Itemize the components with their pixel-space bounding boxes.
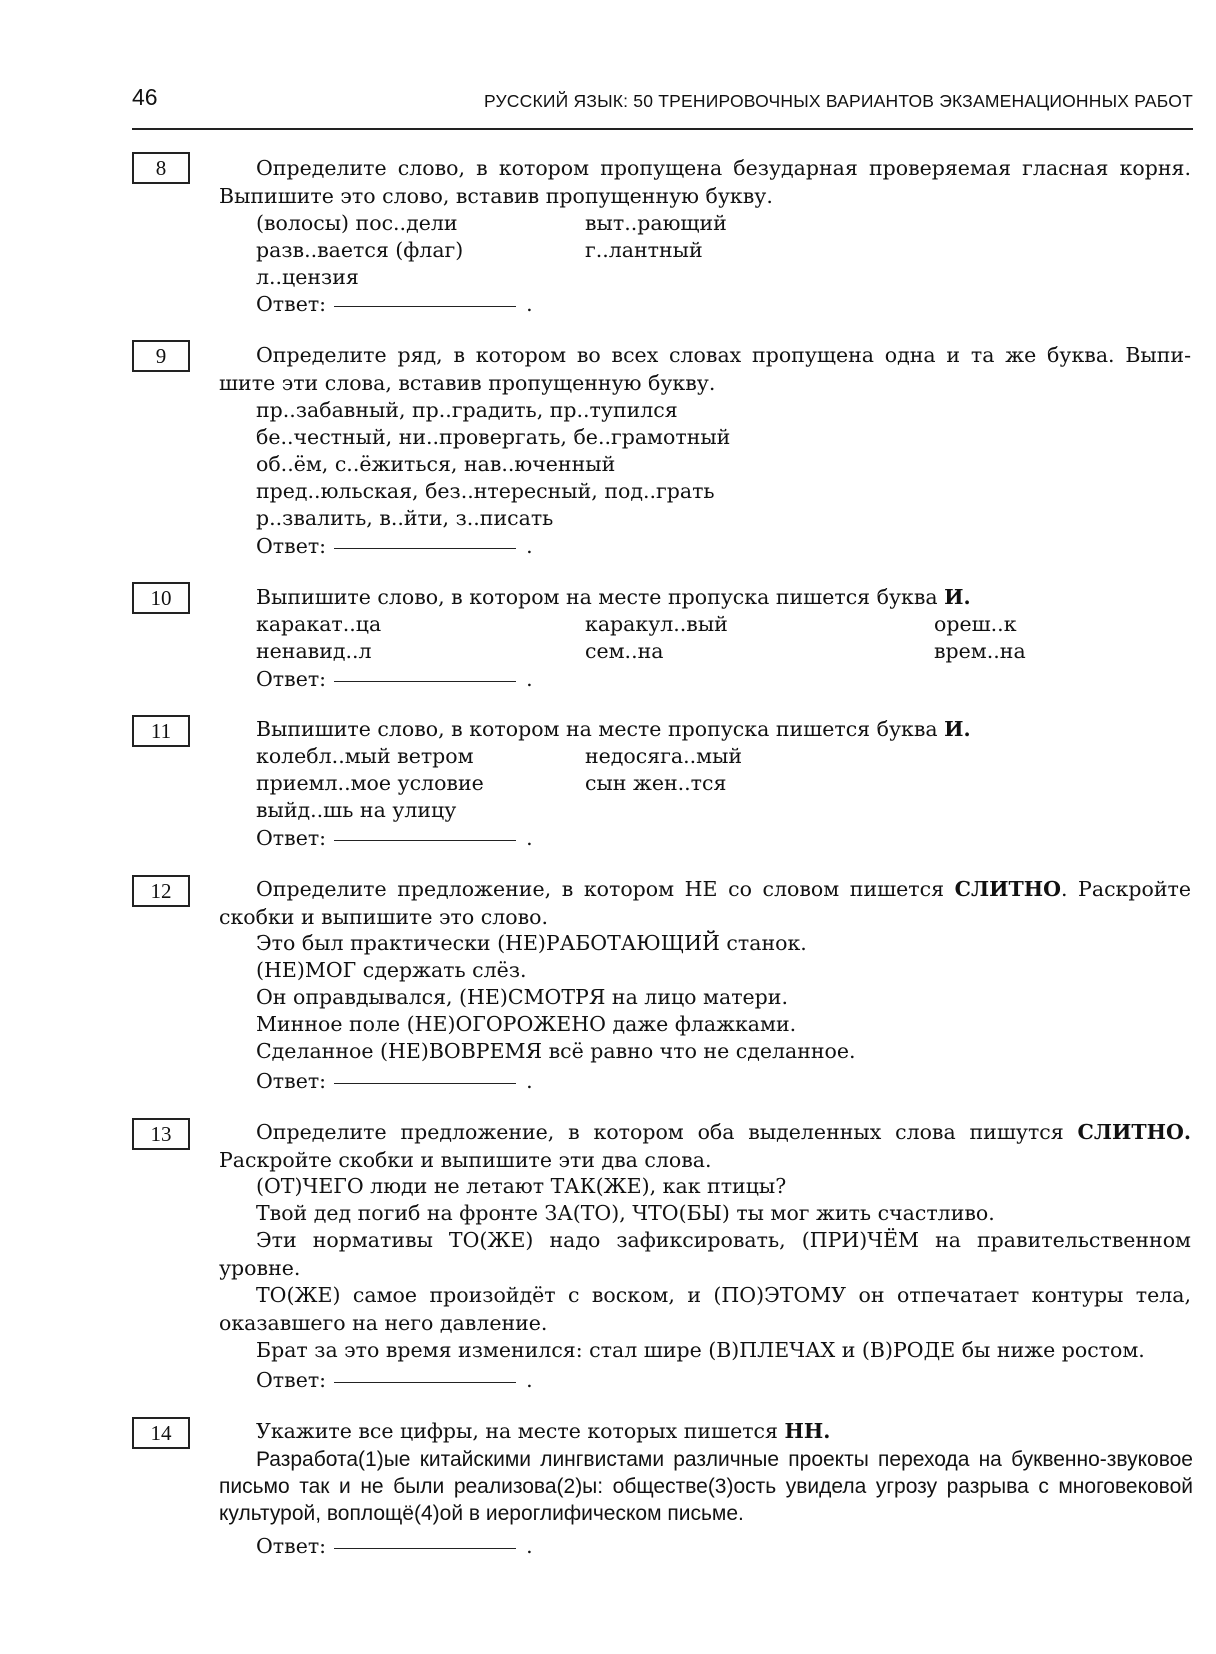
- word-row: об..ём, с..ёжиться, нав..юченный: [256, 452, 616, 476]
- sentence-option: Эти нормативы ТО(ЖЕ) надо зафиксировать, (ПРИ)ЧЁМ на правительственном уровне.: [219, 1228, 1191, 1280]
- word-option: выйд..шь на улицу: [256, 798, 457, 822]
- task-prompt: Выпишите слово, в котором на месте пропуска пишется буква И.: [256, 717, 971, 741]
- answer-blank[interactable]: [334, 1083, 516, 1084]
- task-number-box: 10: [132, 582, 190, 614]
- answer-blank[interactable]: [334, 681, 516, 682]
- word-option: колебл..мый ветром: [256, 744, 474, 768]
- sentence-option: (ОТ)ЧЕГО люди не летают ТАК(ЖЕ), как птицы?: [256, 1174, 787, 1198]
- task-prompt: Выпишите слово, в котором на месте пропуска пишется буква И.: [256, 585, 971, 609]
- word-option: (волосы) пос..дели: [256, 211, 458, 235]
- answer-line[interactable]: Ответ: .: [256, 292, 533, 316]
- task-number-box: 12: [132, 875, 190, 907]
- answer-blank[interactable]: [334, 306, 516, 307]
- word-row: пр..забавный, пр..градить, пр..тупился: [256, 398, 678, 422]
- word-option: г..лантный: [585, 238, 703, 262]
- sentence-option: Это был практически (НЕ)РАБОТАЮЩИЙ станок.: [256, 931, 807, 955]
- task-number-box: 9: [132, 340, 190, 372]
- sentence-option: Он оправдывался, (НЕ)СМОТРЯ на лицо матери.: [256, 985, 788, 1009]
- word-option: каракат..ца: [256, 612, 382, 636]
- answer-blank[interactable]: [334, 840, 516, 841]
- sentence-option: ТО(ЖЕ) самое произойдёт с воском, и (ПО)ЭТОМУ он отпечатает контуры тела, оказавшего на него давление.: [219, 1283, 1191, 1335]
- task-number-box: 13: [132, 1118, 190, 1150]
- answer-line[interactable]: Ответ: .: [256, 1069, 533, 1093]
- answer-line[interactable]: Ответ: .: [256, 1534, 533, 1558]
- answer-blank[interactable]: [334, 1548, 516, 1549]
- task-prompt: Укажите все цифры, на месте которых пишется НН.: [256, 1419, 831, 1443]
- word-row: пред..юльская, без..нтересный, под..грать: [256, 479, 715, 503]
- answer-line[interactable]: Ответ: .: [256, 1368, 533, 1392]
- answer-blank[interactable]: [334, 1382, 516, 1383]
- word-option: приемл..мое условие: [256, 771, 484, 795]
- word-option: каракул..вый: [585, 612, 728, 636]
- sentence-option: Сделанное (НЕ)ВОВРЕМЯ всё равно что не сделанное.: [256, 1039, 856, 1063]
- word-option: сем..на: [585, 639, 664, 663]
- task-prompt: Определите предложение, в котором оба выделенных слова пишутся СЛИТНО. Раскройте скобки и выпишите эти два слова.: [219, 1120, 1191, 1172]
- task-text: Разработа(1)ые китайскими лингвистами различные проекты перехода на буквенно-звуковое письмо так и не были реализова(2)ы: обществе(3)ость увидела угрозу разрыва с многовековой культурой, воплощё(4)ой в иероглифическом письме.: [219, 1448, 1193, 1525]
- answer-blank[interactable]: [334, 548, 516, 549]
- word-option: сын жен..тся: [585, 771, 727, 795]
- sentence-option: (НЕ)МОГ сдержать слёз.: [256, 958, 527, 982]
- task-number-box: 8: [132, 152, 190, 184]
- task-prompt: Определите слово, в котором пропущена безударная проверяемая гласная корня. Выпишите это слово, вставив пропущенную букву.: [219, 156, 1191, 208]
- page-number: 46: [132, 84, 158, 110]
- answer-line[interactable]: Ответ: .: [256, 534, 533, 558]
- sentence-option: Минное поле (НЕ)ОГОРОЖЕНО даже флажками.: [256, 1012, 797, 1036]
- word-option: разв..вается (флаг): [256, 238, 464, 262]
- word-option: л..цензия: [256, 265, 359, 289]
- sentence-option: Твой дед погиб на фронте ЗА(ТО), ЧТО(БЫ) ты мог жить счастливо.: [256, 1201, 995, 1225]
- answer-line[interactable]: Ответ: .: [256, 826, 533, 850]
- book-title: РУССКИЙ ЯЗЫК: 50 ТРЕНИРОВОЧНЫХ ВАРИАНТОВ ЭКЗАМЕНАЦИОННЫХ РАБОТ: [484, 91, 1193, 111]
- sentence-option: Брат за это время изменился: стал шире (В)ПЛЕЧАХ и (В)РОДЕ бы ниже ростом.: [256, 1338, 1145, 1362]
- task-number-box: 11: [132, 715, 190, 747]
- word-option: ореш..к: [934, 612, 1017, 636]
- answer-line[interactable]: Ответ: .: [256, 667, 533, 691]
- word-row: бе..честный, ни..провергать, бе..грамотный: [256, 425, 731, 449]
- word-row: р..звалить, в..йти, з..писать: [256, 506, 554, 530]
- word-option: недосяга..мый: [585, 744, 743, 768]
- page-header: [132, 84, 1193, 130]
- word-option: врем..на: [934, 639, 1026, 663]
- word-option: ненавид..л: [256, 639, 372, 663]
- task-prompt: Определите предложение, в котором НЕ со словом пишется СЛИТНО. Раскройте скобки и выпишите это слово.: [219, 877, 1191, 929]
- task-prompt: Определите ряд, в котором во всех словах пропущена одна и та же буква. Выпи- шите эти слова, вставив пропущенную букву.: [219, 343, 1191, 395]
- word-option: выт..рающий: [585, 211, 727, 235]
- task-number-box: 14: [132, 1417, 190, 1449]
